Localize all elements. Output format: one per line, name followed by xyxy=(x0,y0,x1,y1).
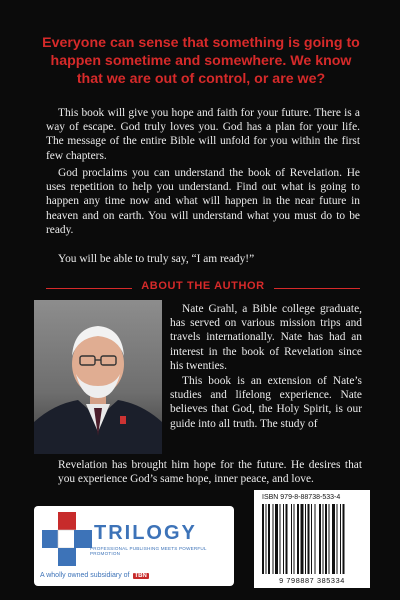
barcode-box xyxy=(254,490,370,588)
author-bio-1: Nate Grahl, a Bible college graduate, has served on various mission trips and travels internationally. Nate has had an interest in the book of Revelation since his twenties. xyxy=(170,303,362,372)
barcode-icon xyxy=(262,504,362,574)
body-paragraph-1: This book will give you hope and faith for your future. There is a way of escape. God truly loves you. God has a plan for your life. The message of the entire Bible will unfold for you within the first few chapters. xyxy=(46,107,360,162)
publisher-subsidiary-line xyxy=(40,572,149,579)
about-heading xyxy=(46,280,360,294)
tbn-logo: TBN xyxy=(134,573,147,579)
body-paragraph-2: God proclaims you can understand the book of Revelation. He uses repetition to help you understand. Find out what is going to happen any time now and what will happen in the near future in heaven and on earth. You will understand what you must do to be ready. xyxy=(46,167,360,236)
about-title: ABOUT THE AUTHOR xyxy=(141,280,265,292)
headline: Everyone can sense that something is going to happen sometime and somewhere. We know that we are out of control, or are we? xyxy=(42,35,360,87)
author-bio-2: This book is an extension of Nate’s studies and lifelong experience. Nate believes that God, the Holy Spirit, is our guide into all truth. The study of xyxy=(170,375,362,430)
subsidiary-text: A wholly owned subsidiary of xyxy=(40,572,130,579)
publisher-tagline: PROFESSIONAL PUBLISHING MEETS POWERFUL PROMOTION xyxy=(90,546,207,556)
author-portrait-illustration xyxy=(34,300,162,454)
publisher-wordmark: TRILOGY xyxy=(94,522,197,544)
publisher-logo xyxy=(34,506,234,586)
divider-right xyxy=(274,288,360,289)
barcode-number: 9 798887 385334 xyxy=(279,576,345,585)
isbn-label: ISBN 979-8-88738-533-4 xyxy=(262,494,341,501)
body-paragraph-3: You will be able to truly say, “I am ready!” xyxy=(58,253,255,265)
author-photo xyxy=(34,300,162,454)
author-bio-3: Revelation has brought him hope for the future. He desires that you experience God’s same hope, inner peace, and love. xyxy=(58,459,362,486)
trilogy-cross-icon xyxy=(42,512,92,566)
